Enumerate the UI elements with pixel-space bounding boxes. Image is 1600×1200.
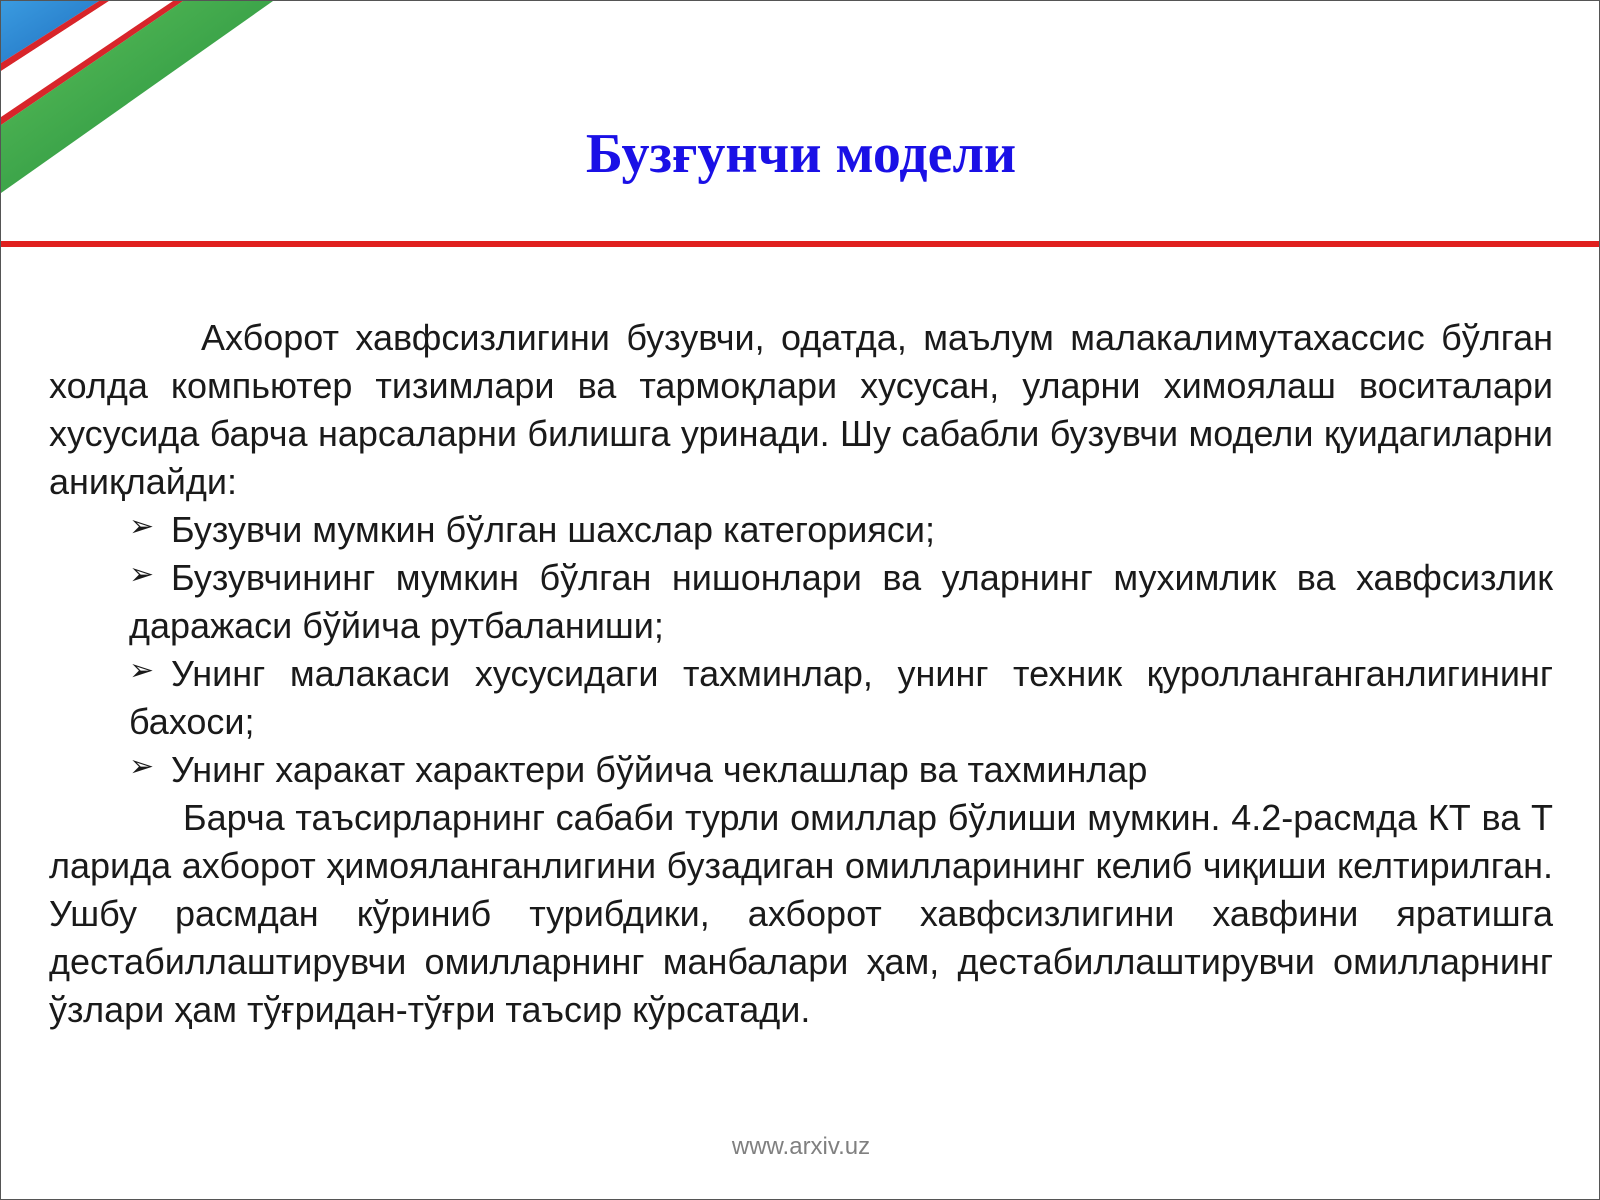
intro-paragraph: Ахборот хавфсизлигини бузувчи, одатда, маълум малакалимутахассис бўлган холда компьютер тизимлари ва тармоқлари хусусан, уларни химоялаш воситалари хусусида барча нарсаларни билишга уринади. Шу сабабли бузувчи модели қуидагиларни аниқлайди: [49, 317, 1553, 502]
conclusion-paragraph: Барча таъсирларнинг сабаби турли омиллар бўлиши мумкин. 4.2-расмда КТ ва Т ларида ахборот ҳимояланганлигини бузадиган омилларининг келиб чиқиши келтирилган. Ушбу расмдан кўриниб турибдики, ахборот хавфсизлигини хавфини яратишга дестабиллаштирувчи омилларнинг манбалари ҳам, дестабиллаштирувчи омилларнинг ўзлари ҳам тўғридан-тўғри таъсир кўрсатади. [49, 797, 1553, 1030]
website-footer-text: www.arxiv.uz [731, 1133, 871, 1160]
list-item [129, 554, 1553, 650]
arrowhead-bullet-icon: ➢ [129, 510, 155, 543]
arrowhead-bullet-icon: ➢ [129, 750, 155, 783]
arrowhead-bullet-icon: ➢ [129, 654, 155, 687]
slide-title: Бузғунчи модели [585, 123, 1017, 185]
list-item-text: Унинг малакаси хусусидаги тахминлар, унинг техник қуролланганганлигининг бахоси; [129, 653, 1553, 742]
list-item [129, 650, 1553, 746]
slide-body [49, 314, 1553, 1034]
list-item-text: Унинг харакат характери бўйича чеклашлар ва тахминлар [171, 749, 1148, 790]
list-item-text: Бузувчининг мумкин бўлган нишонлари ва уларнинг мухимлик ва хавфсизлик даражаси бўйича рутбаланиши; [129, 557, 1553, 646]
list-item-text: Бузувчи мумкин бўлган шахслар категорияси; [171, 509, 935, 550]
list-item [129, 506, 1553, 554]
list-item [129, 746, 1553, 794]
arrowhead-bullet-icon: ➢ [129, 558, 155, 591]
header-divider [1, 241, 1600, 247]
bullet-list [49, 506, 1553, 794]
